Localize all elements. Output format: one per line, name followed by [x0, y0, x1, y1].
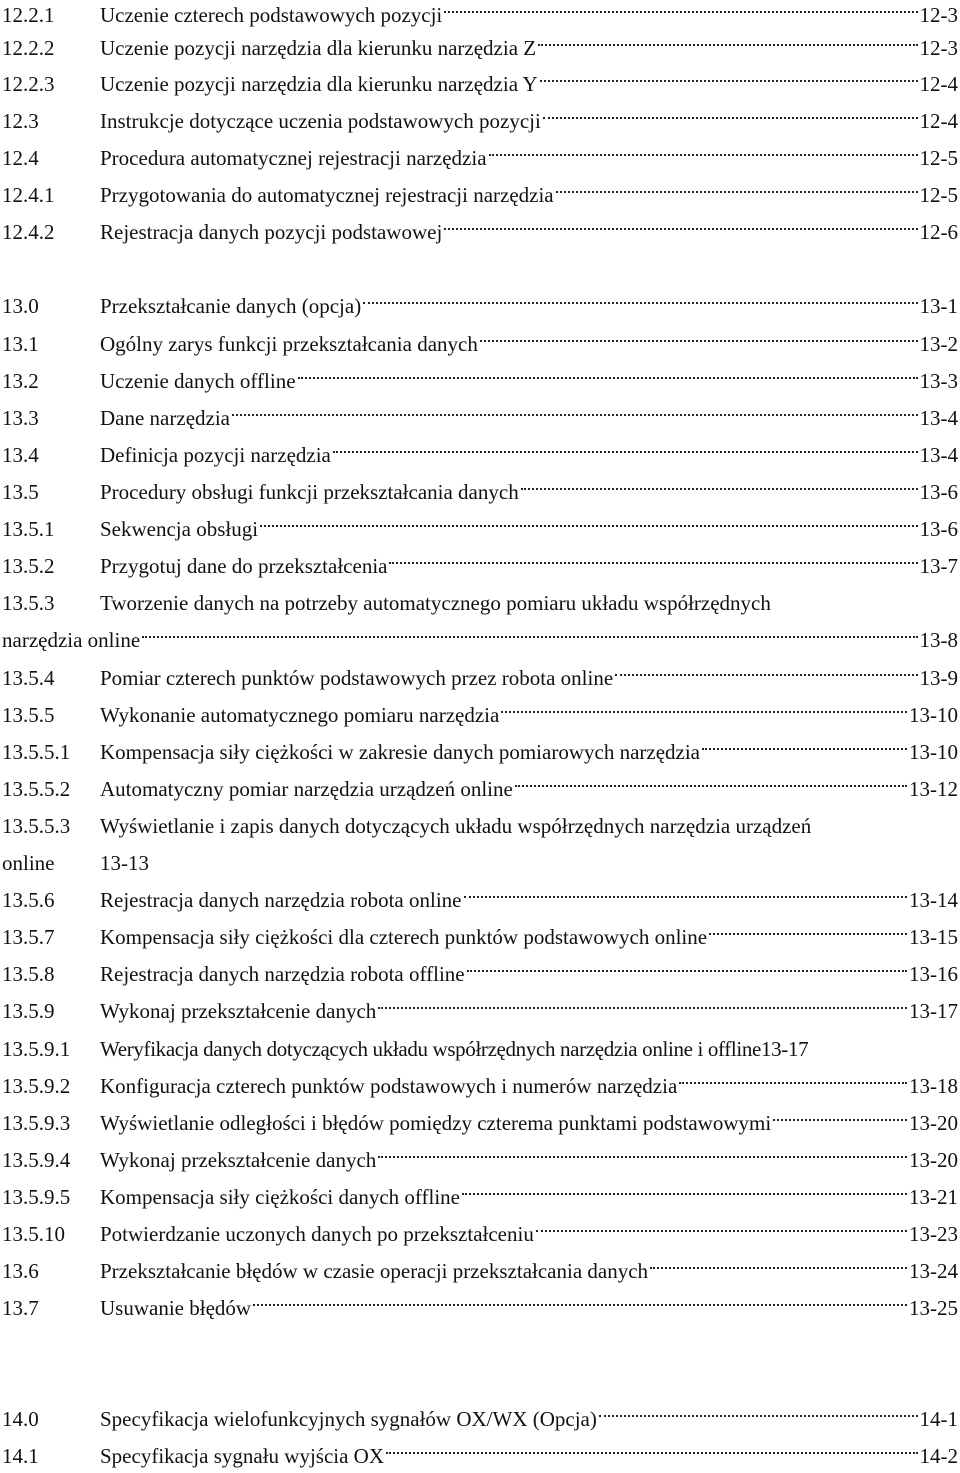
toc-title: Wyświetlanie odległości i błędów pomiędzy czterema punktami podstawowymi	[100, 1111, 772, 1135]
toc-title: Specyfikacja sygnału wyjścia OX	[100, 1444, 385, 1468]
dot-leader	[378, 1007, 907, 1009]
toc-page: 13-15	[909, 925, 958, 949]
toc-title: Definicja pozycji narzędzia	[100, 443, 331, 467]
toc-number: 13.5.5.2	[2, 777, 71, 801]
toc-number: 13.5.4	[2, 666, 55, 690]
toc-entry	[2, 33, 958, 63]
toc-number: 13.7	[2, 1296, 39, 1320]
toc-page: 13-18	[909, 1074, 958, 1098]
toc-number: 14.1	[2, 1444, 39, 1468]
dot-leader	[556, 191, 918, 193]
dot-leader	[501, 711, 907, 713]
dot-leader	[444, 11, 917, 13]
toc-title: Pomiar czterech punktów podstawowych przez robota online	[100, 666, 614, 690]
toc-title: Potwierdzanie uczonych danych po przekształceniu	[100, 1222, 534, 1246]
toc-title: Przekształcanie danych (opcja)	[100, 294, 362, 318]
toc-number: 13.2	[2, 369, 39, 393]
toc-entry	[2, 514, 958, 544]
toc-page: 13-14	[909, 888, 958, 912]
toc-title: Wyświetlanie i zapis danych dotyczących układu współrzędnych narzędzia urządzeń	[100, 814, 812, 838]
toc-page: 13-7	[919, 554, 958, 578]
toc-title: Rejestracja danych narzędzia robota online	[100, 888, 462, 912]
toc-entry	[2, 885, 958, 915]
toc-page: 12-3	[919, 36, 958, 60]
toc-entry	[2, 1108, 958, 1138]
toc-entry	[2, 996, 958, 1026]
toc-number: 12.2.1	[2, 3, 55, 27]
dot-leader	[389, 562, 917, 564]
toc-number: 13.5.5.3	[2, 814, 71, 838]
dot-leader	[232, 414, 918, 416]
toc-entry	[2, 1034, 958, 1064]
toc-title: Konfiguracja czterech punktów podstawowych i numerów narzędzia	[100, 1074, 678, 1098]
toc-page: 13-20	[909, 1111, 958, 1135]
toc-entry	[2, 1219, 958, 1249]
dot-leader	[142, 636, 917, 638]
dot-leader	[462, 1193, 907, 1195]
toc-page: 13-17	[909, 999, 958, 1023]
toc-page: 13-21	[909, 1185, 958, 1209]
dot-leader	[540, 80, 918, 82]
toc-page: 13-24	[909, 1259, 958, 1283]
toc-entry	[2, 700, 958, 730]
toc-number: 12.3	[2, 109, 39, 133]
toc-entry	[2, 922, 958, 952]
toc-number: 14.0	[2, 1407, 39, 1431]
toc-number: 13.1	[2, 332, 39, 356]
toc-number: 12.4.1	[2, 183, 55, 207]
toc-page: 13-2	[919, 332, 958, 356]
toc-number: 13.5	[2, 480, 39, 504]
toc-title: Procedury obsługi funkcji przekształcania danych	[100, 480, 519, 504]
toc-number: 13.4	[2, 443, 39, 467]
toc-title: Uczenie pozycji narzędzia dla kierunku narzędzia Z	[100, 36, 537, 60]
toc-number: 12.2.3	[2, 72, 55, 96]
toc-entry	[2, 329, 958, 359]
toc-number: 13.5.5.1	[2, 740, 71, 764]
toc-entry	[2, 1441, 958, 1471]
toc-page: 13-8	[919, 628, 958, 652]
toc-page: 13-17	[761, 1037, 809, 1061]
toc-page: 13-20	[909, 1148, 958, 1172]
toc-title: Kompensacja siły ciężkości dla czterech punktów podstawowych online	[100, 925, 708, 949]
toc-entry	[2, 663, 958, 693]
dot-leader	[650, 1267, 907, 1269]
toc-number: 13.5.9.5	[2, 1185, 71, 1209]
toc-entry-continuation	[2, 848, 958, 878]
toc-title: Kompensacja siły ciężkości w zakresie danych pomiarowych narzędzia	[100, 740, 700, 764]
toc-page: 14-1	[919, 1407, 958, 1431]
toc-page: 13-16	[909, 962, 958, 986]
toc-entry	[2, 143, 958, 173]
dot-leader	[515, 785, 907, 787]
dot-leader	[480, 340, 918, 342]
toc-title-continuation: narzędzia online	[2, 628, 141, 652]
toc-page: 12-3	[919, 3, 958, 27]
toc-title: Tworzenie danych na potrzeby automatycznego pomiaru układu współrzędnych	[100, 591, 771, 615]
toc-page: 12-5	[919, 146, 958, 170]
toc-title: Ogólny zarys funkcji przekształcania danych	[100, 332, 478, 356]
toc-entry	[2, 811, 958, 841]
dot-leader	[464, 896, 908, 898]
toc-number: 13.5.2	[2, 554, 55, 578]
toc-title: Dane narzędzia	[100, 406, 230, 430]
toc-number: 13.5.6	[2, 888, 55, 912]
toc-entry	[2, 774, 958, 804]
toc-number: 13.5.10	[2, 1222, 65, 1246]
toc-page: 13-3	[919, 369, 958, 393]
toc-entry	[2, 440, 958, 470]
toc-number: 13.5.3	[2, 591, 55, 615]
toc-entry	[2, 106, 958, 136]
toc-number: 13.5.9.2	[2, 1074, 71, 1098]
toc-page: 13-9	[919, 666, 958, 690]
toc-title-continuation: online	[2, 851, 55, 875]
toc-entry	[2, 1404, 958, 1434]
toc-page: 13-10	[909, 740, 958, 764]
toc-entry-continuation	[2, 625, 958, 655]
toc-number: 13.6	[2, 1259, 39, 1283]
toc-title: Procedura automatycznej rejestracji narzędzia	[100, 146, 487, 170]
toc-title: Weryfikacja danych dotyczących układu współrzędnych narzędzia online i offline	[100, 1037, 761, 1061]
dot-leader	[253, 1304, 907, 1306]
toc-title: Kompensacja siły ciężkości danych offline	[100, 1185, 460, 1209]
dot-leader	[543, 117, 918, 119]
dot-leader	[489, 154, 918, 156]
dot-leader	[521, 488, 918, 490]
dot-leader	[709, 933, 907, 935]
toc-page: 13-1	[919, 294, 958, 318]
dot-leader	[467, 970, 907, 972]
toc-number: 13.5.9.4	[2, 1148, 71, 1172]
dot-leader	[333, 451, 918, 453]
dot-leader	[444, 228, 917, 230]
toc-page: 13-13	[100, 851, 149, 875]
toc-title: Wykonanie automatycznego pomiaru narzędzia	[100, 703, 500, 727]
toc-number: 13.5.9	[2, 999, 55, 1023]
toc-page: 13-25	[909, 1296, 958, 1320]
toc-number: 12.4.2	[2, 220, 55, 244]
toc-page: 13-23	[909, 1222, 958, 1246]
toc-number: 13.5.5	[2, 703, 55, 727]
dot-leader	[260, 525, 917, 527]
toc-entry	[2, 588, 958, 618]
toc-number: 13.5.1	[2, 517, 55, 541]
toc-entry	[2, 551, 958, 581]
toc-entry	[2, 217, 958, 247]
toc-title: Uczenie pozycji narzędzia dla kierunku narzędzia Y	[100, 72, 538, 96]
dot-leader	[679, 1082, 907, 1084]
toc-title: Instrukcje dotyczące uczenia podstawowych pozycji	[100, 109, 541, 133]
toc-entry	[2, 737, 958, 767]
toc-title: Uczenie danych offline	[100, 369, 296, 393]
toc-title: Przygotowania do automatycznej rejestracji narzędzia	[100, 183, 554, 207]
toc-entry	[2, 1256, 958, 1286]
toc-entry	[2, 1071, 958, 1101]
toc-number: 13.5.7	[2, 925, 55, 949]
toc-title: Specyfikacja wielofunkcyjnych sygnałów OX/WX (Opcja)	[100, 1407, 597, 1431]
dot-leader	[538, 44, 917, 46]
toc-page: 12-6	[919, 220, 958, 244]
toc-number: 12.2.2	[2, 36, 55, 60]
toc-entry	[2, 0, 958, 30]
toc-title: Sekwencja obsługi	[100, 517, 259, 541]
toc-page: 13-6	[919, 480, 958, 504]
dot-leader	[536, 1230, 907, 1232]
toc-page: 12-4	[919, 72, 958, 96]
toc-title: Przygotuj dane do przekształcenia	[100, 554, 388, 578]
dot-leader	[378, 1156, 907, 1158]
dot-leader	[386, 1452, 917, 1454]
toc-entry	[2, 403, 958, 433]
toc-entry	[2, 180, 958, 210]
toc-page: 13-6	[919, 517, 958, 541]
toc-entry	[2, 1293, 958, 1323]
toc-title: Rejestracja danych narzędzia robota offline	[100, 962, 465, 986]
toc-entry	[2, 1145, 958, 1175]
toc-number: 13.5.9.1	[2, 1037, 71, 1061]
toc-title: Rejestracja danych pozycji podstawowej	[100, 220, 443, 244]
toc-page: 14-2	[919, 1444, 958, 1468]
toc-title: Wykonaj przekształcenie danych	[100, 1148, 377, 1172]
toc-page: 13-10	[909, 703, 958, 727]
toc-number: 13.5.8	[2, 962, 55, 986]
toc-entry	[2, 291, 958, 321]
toc-page: 12-5	[919, 183, 958, 207]
toc-number: 12.4	[2, 146, 39, 170]
dot-leader	[599, 1415, 918, 1417]
toc-title: Wykonaj przekształcenie danych	[100, 999, 377, 1023]
toc-number: 13.3	[2, 406, 39, 430]
toc-number: 13.0	[2, 294, 39, 318]
toc-title: Usuwanie błędów	[100, 1296, 252, 1320]
dot-leader	[702, 748, 907, 750]
dot-leader	[363, 302, 917, 304]
toc-entry	[2, 959, 958, 989]
toc-page: 13-4	[919, 443, 958, 467]
toc-title: Automatyczny pomiar narzędzia urządzeń online	[100, 777, 513, 801]
toc-entry	[2, 69, 958, 99]
toc-number: 13.5.9.3	[2, 1111, 71, 1135]
toc-title: Przekształcanie błędów w czasie operacji przekształcania danych	[100, 1259, 649, 1283]
toc-entry	[2, 366, 958, 396]
dot-leader	[773, 1119, 907, 1121]
toc-page: 13-4	[919, 406, 958, 430]
dot-leader	[615, 674, 917, 676]
toc-page: 12-4	[919, 109, 958, 133]
toc-entry	[2, 1182, 958, 1212]
toc-entry	[2, 477, 958, 507]
toc-title: Uczenie czterech podstawowych pozycji	[100, 3, 443, 27]
dot-leader	[298, 377, 918, 379]
toc-page: 13-12	[909, 777, 958, 801]
